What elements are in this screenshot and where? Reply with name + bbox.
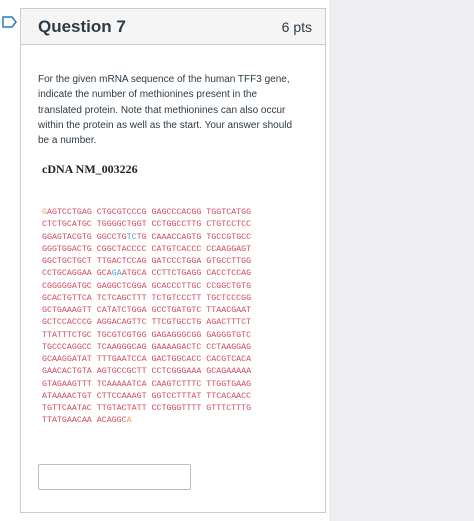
sequence-highlight: A <box>126 416 132 426</box>
sequence-line <box>42 403 251 415</box>
sequence-segment: ATGCA CCTTCTGAGG CACCTCCAG <box>121 269 252 279</box>
question-header <box>21 9 325 45</box>
bookmark-icon[interactable] <box>2 16 17 28</box>
sequence-segment: CGGGGGATGC GAGGCTCGGA GCACCCTTGC CCGGCTGTG <box>42 281 252 291</box>
sequence-line <box>42 415 251 427</box>
question-card <box>20 8 326 513</box>
sequence-line <box>42 293 251 305</box>
sequence-segment: GGAGTACGTG GGCCTG <box>42 232 127 242</box>
sequence-highlight: G <box>42 208 47 217</box>
sequence-image <box>38 155 302 439</box>
sequence-segment: AGTCCTGAG CTGCGTCCCG GAGCCCACGG TGGTCATGG <box>46 208 252 217</box>
sequence-segment: ATAAAACTGT CTTCCAAAGT GGTCCTTTAT TTCACAACC <box>42 391 252 401</box>
sequence-segment: CCTGCAGGAA GCA <box>42 269 112 279</box>
sequence-highlight: TC <box>126 232 137 242</box>
sequence-segment: GCTCCACCCG AGGACAGTTC TTCGTGCCTG AGACTTTCT <box>42 318 252 328</box>
question-points: 6 pts <box>281 18 312 35</box>
sequence-segment: GAACACTGTA AGTGCCGCTT CCTCGGGAAA GCAGAAAAA <box>42 367 252 377</box>
sequence-lines <box>42 207 251 428</box>
sequence-highlight: GA <box>111 269 122 279</box>
sequence-line <box>42 354 251 366</box>
sequence-segment: GCACTGTTCA TCTCAGCTTT TCTGTCCCTT TGCTCCCGG <box>42 293 252 303</box>
sequence-segment: GCAAGGATAT TTTGAATCCA GACTGGCACC CACGTCACA <box>42 355 252 364</box>
sequence-line <box>42 281 251 293</box>
sequence-segment: TGTTCAATAC TTGTACTATT CCTGGGTTTT GTTTCTTTG <box>42 404 252 413</box>
sequence-line <box>42 232 251 244</box>
sequence-line <box>42 207 251 219</box>
sequence-segment: TGCCCAGGCC TCAAGGGCAG GAAAAGACTC CCTAAGGAG <box>42 342 252 352</box>
sequence-line <box>42 219 251 231</box>
answer-input[interactable] <box>38 464 191 490</box>
right-side-panel <box>329 0 474 521</box>
sequence-line <box>42 391 251 403</box>
sequence-segment: CTCTGCATGC TGGGGCTGGT CCTGGCCTTG CTGTCCTCC <box>42 220 252 230</box>
sequence-line <box>42 244 251 256</box>
sequence-line <box>42 317 251 329</box>
sequence-segment: GTAGAAGTTT TCAAAAATCA CAAGTCTTTC TTGGTGAAG <box>42 379 252 389</box>
sequence-line <box>42 268 251 280</box>
sequence-line <box>42 342 251 354</box>
sequence-line <box>42 305 251 317</box>
sequence-segment: GGCTGCTGCT TTGACTCCAG GATCCCTGGA GTGCCTTGG <box>42 257 252 266</box>
sequence-segment: TTATGAACAA ACAGGC <box>42 416 127 426</box>
sequence-line <box>42 330 251 342</box>
sequence-segment: GCTGAAAGTT CATATCTGGA GCCTGATGTC TTAACGAAT <box>42 306 252 315</box>
question-text: For the given mRNA sequence of the human TFF3 gene, indicate the number of methionines present in the translated protein. Note that methionines can also occur within the protein as well as the start. Your answer should be a number. <box>38 74 293 147</box>
sequence-title: cDNA NM_003226 <box>42 162 138 176</box>
sequence-line <box>42 366 251 378</box>
sequence-segment: TTATTTCTGC TGCGTCGTGG GAGAGGGCGG GAGGGTGTC <box>42 330 252 340</box>
question-title: Question 7 <box>38 16 126 36</box>
sequence-line <box>42 379 251 391</box>
sequence-segment: GGGTGGACTG CGGCTACCCC CATGTCACCC CCAAGGAGT <box>42 244 252 254</box>
sequence-segment: TG CAAACCAGTG TGCCGTGCC <box>136 232 252 242</box>
sequence-line <box>42 256 251 268</box>
